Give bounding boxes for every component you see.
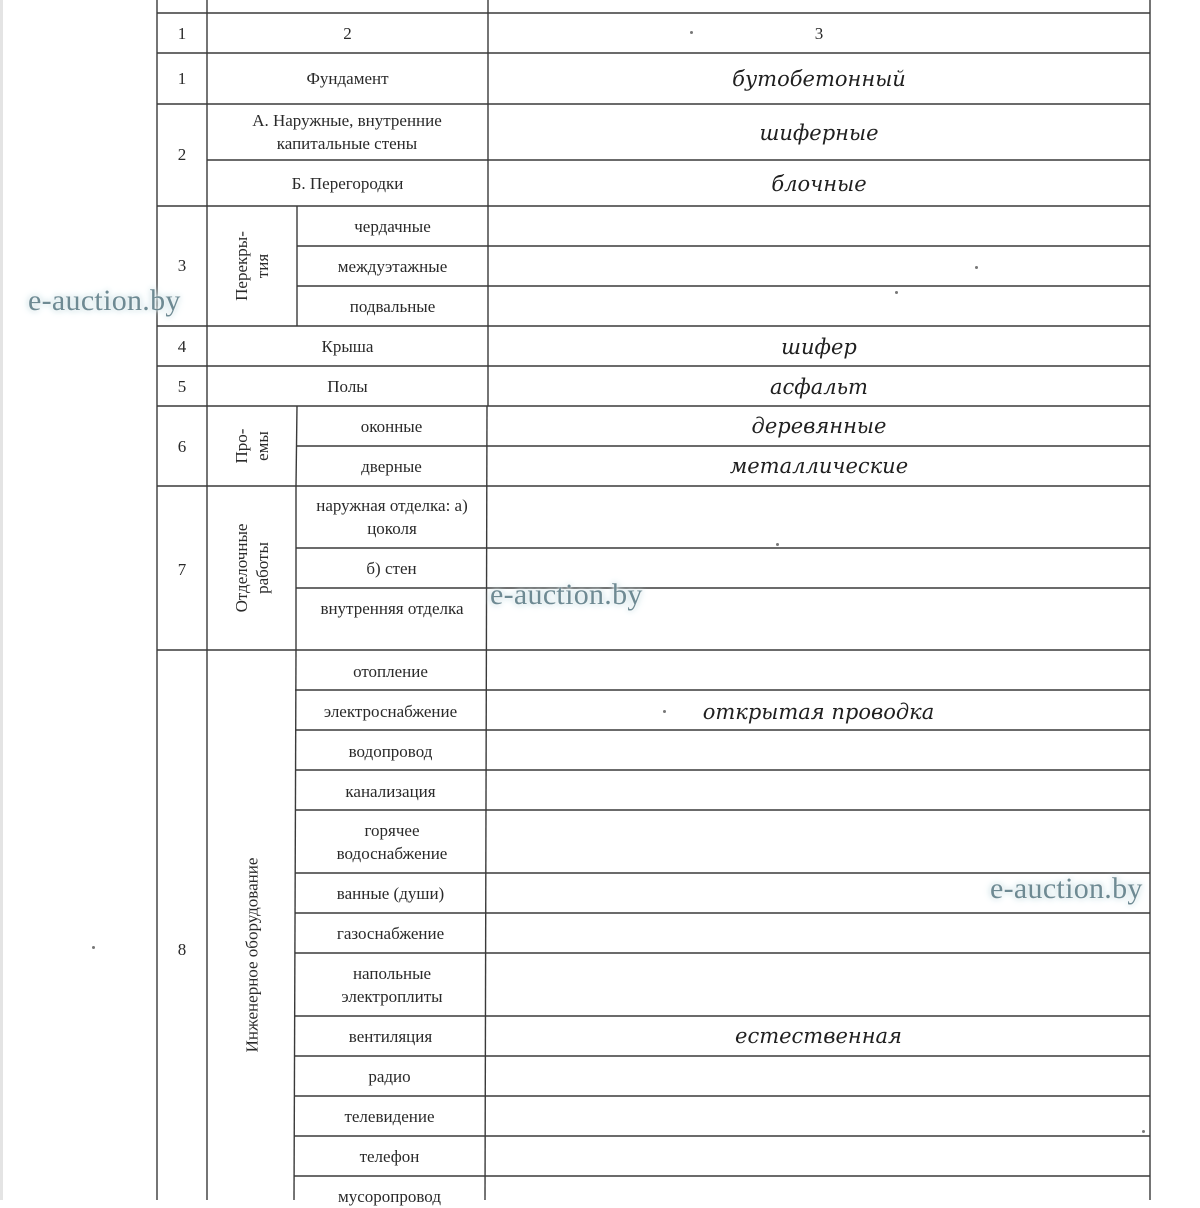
row-6-group-line-2: емы xyxy=(253,431,272,461)
row-8-item-2-value: открытая проводка xyxy=(702,700,935,724)
scan-speck xyxy=(776,543,779,546)
row-4-number: 4 xyxy=(177,337,187,356)
row-6-item-2-value: металлические xyxy=(729,454,909,478)
row-1-number: 1 xyxy=(177,69,187,88)
header-col-2: 2 xyxy=(343,24,352,43)
row-7-item-1: наружная отделка: а) цоколя xyxy=(316,496,468,538)
row-7-item-3: внутренняя отделка xyxy=(320,599,464,618)
row-8-item-4-name: канализация xyxy=(345,782,436,801)
row-1-name: Фундамент xyxy=(306,69,389,88)
row-1-value: бутобетонный xyxy=(732,67,906,91)
scan-speck xyxy=(975,266,978,269)
row-4-name: Крыша xyxy=(321,337,374,356)
row-8-item-6-name: ванные (души) xyxy=(336,884,445,903)
row-8-item-2-name: электроснабжение xyxy=(323,702,458,721)
row-8-item-1-name: отопление xyxy=(353,662,428,681)
row-3-group-line-1: Перекры- xyxy=(232,231,251,301)
row-5-value: асфальт xyxy=(770,375,868,399)
row-4-value: шифер xyxy=(781,335,857,359)
watermark-right: e-auction.by xyxy=(990,872,1143,905)
row-6-number: 6 xyxy=(177,437,187,456)
row-6-item-1-value: деревянные xyxy=(751,414,887,438)
row-6-group-line-1: Про- xyxy=(232,428,251,464)
scan-speck xyxy=(690,31,693,34)
row-8-item-9-name: вентиляция xyxy=(348,1027,433,1046)
row-8-item-5-name: горячее водоснабжение xyxy=(336,821,448,863)
row-8-item-9-value: естественная xyxy=(735,1024,902,1048)
row-7-group-line-2: работы xyxy=(253,542,272,594)
header-col-1: 1 xyxy=(177,24,187,43)
watermark-left: e-auction.by xyxy=(28,284,181,317)
row-8-item-11-name: телевидение xyxy=(344,1107,435,1126)
row-3-item-1: чердачные xyxy=(354,217,431,236)
row-7-number: 7 xyxy=(177,560,187,579)
row-2a-value: шиферные xyxy=(759,121,879,145)
row-6-item-2-name: дверные xyxy=(361,457,422,476)
row-6-group-label xyxy=(231,429,273,464)
row-7-group-label xyxy=(231,524,273,613)
row-5-number: 5 xyxy=(177,377,187,396)
row-2-number: 2 xyxy=(177,145,187,164)
row-8-item-13-name: мусоропровод xyxy=(338,1187,441,1206)
scan-speck xyxy=(895,291,898,294)
row-3-number: 3 xyxy=(177,256,187,275)
row-7-group-line-1: Отделочные xyxy=(232,523,251,613)
row-3-group-line-2: тия xyxy=(253,253,272,279)
scan-speck xyxy=(1142,1130,1145,1133)
row-8-item-8-name: напольные электроплиты xyxy=(341,964,443,1006)
row-2b-name: Б. Перегородки xyxy=(291,174,404,193)
row-3-item-2: междуэтажные xyxy=(337,257,448,276)
row-2b-value: блочные xyxy=(771,172,867,196)
row-8-group-label: Инженерное оборудование xyxy=(242,857,262,1053)
row-3-item-3: подвальные xyxy=(349,297,436,316)
row-6-item-1-name: оконные xyxy=(360,417,423,436)
watermark-center: e-auction.by xyxy=(490,578,643,611)
row-8-item-7-name: газоснабжение xyxy=(336,924,445,943)
row-8-item-12-name: телефон xyxy=(359,1147,420,1166)
row-8-number: 8 xyxy=(177,940,187,959)
row-5-name: Полы xyxy=(327,377,368,396)
row-8-item-10-name: радио xyxy=(368,1067,411,1086)
header-col-3: 3 xyxy=(814,24,824,43)
scan-speck xyxy=(92,946,95,949)
row-3-group-label xyxy=(231,231,273,301)
row-7-item-2: б) стен xyxy=(366,559,417,578)
scan-speck xyxy=(663,710,666,713)
row-2a-name: А. Наружные, внутренние капитальные стены xyxy=(252,111,442,153)
row-8-item-3-name: водопровод xyxy=(348,742,433,761)
